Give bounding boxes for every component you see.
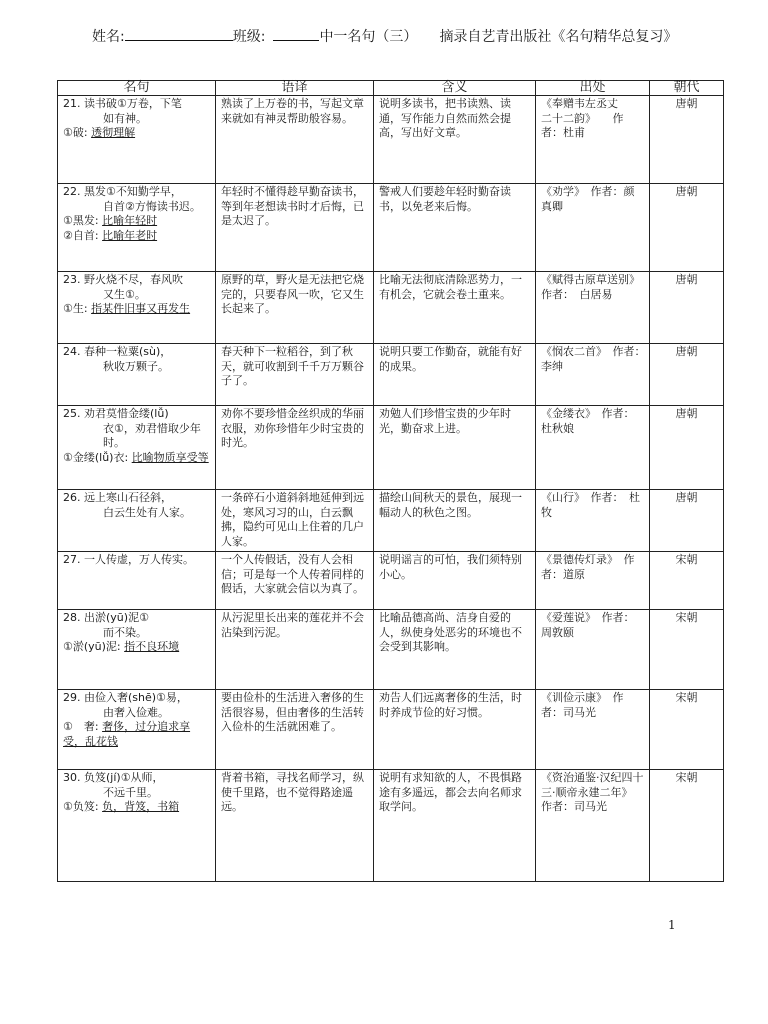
col-header-source: 出处: [536, 81, 650, 96]
table-row: [58, 490, 724, 552]
table-body: [58, 96, 724, 882]
annotation: [63, 800, 210, 815]
dynasty-cell: 唐朝: [650, 490, 724, 552]
dynasty-cell: 宋朝: [650, 690, 724, 770]
quote-line-2: 白云生处有人家。: [103, 505, 191, 519]
translation-cell: 劝你不要珍惜金丝织成的华丽衣服，劝你珍惜年少时宝贵的时光。: [216, 406, 374, 490]
annotation-text: 比喻物质享受等: [131, 450, 209, 464]
annotation: [63, 720, 210, 749]
quotes-table: [57, 80, 724, 882]
annotation-label: ① 奢:: [63, 720, 99, 733]
col-header-meaning: 含义: [374, 81, 536, 96]
translation-cell: 熟读了上万卷的书，写起文章来就如有神灵帮助般容易。: [216, 96, 374, 184]
dynasty-cell: 唐朝: [650, 406, 724, 490]
quote-line-1: 负笈(jí)①从师，: [84, 771, 164, 784]
annotation-label: ①黑发:: [63, 214, 99, 227]
table-row: [58, 96, 724, 184]
table-row: [58, 272, 724, 344]
quote-line-1: 读书破①万卷，下笔: [84, 97, 182, 110]
quote-cell: [58, 610, 216, 690]
meaning-cell: 劝勉人们珍惜宝贵的少年时光，勤奋求上进。: [374, 406, 536, 490]
quote-line-2: 衣①，劝君惜取少年时。: [103, 421, 201, 449]
quote-number: 28.: [63, 611, 81, 624]
quote-line-2: 而不染。: [103, 625, 147, 639]
translation-cell: 背着书箱，寻找名师学习，纵使千里路，也不觉得路途遥远。: [216, 770, 374, 882]
quote-line-1: 由俭入奢(shē)①易，: [84, 691, 188, 704]
source-cell: 《景德传灯录》 作者：道原: [536, 552, 650, 610]
quote-cell: [58, 344, 216, 406]
table-row: [58, 344, 724, 406]
translation-cell: 从污泥里长出来的莲花并不会沾染到污泥。: [216, 610, 374, 690]
quote-line-1: 一人传虚，万人传实。: [84, 553, 194, 566]
dynasty-cell: 唐朝: [650, 272, 724, 344]
quote-cell: [58, 552, 216, 610]
table-row: [58, 184, 724, 272]
document-title: 中一名句（三）: [319, 29, 418, 45]
quote-cell: [58, 96, 216, 184]
annotation-text: 负，背笈，书箱: [102, 800, 180, 813]
table-header-row: [58, 81, 724, 96]
quote-cell: [58, 690, 216, 770]
annotation: [63, 126, 210, 141]
meaning-cell: 警戒人们要趁年轻时勤奋读书，以免老来后悔。: [374, 184, 536, 272]
source-cell: 《训俭示康》 作者：司马光: [536, 690, 650, 770]
annotation-label: ①破:: [63, 126, 88, 139]
dynasty-cell: 唐朝: [650, 184, 724, 272]
translation-cell: 一个人传假话，没有人会相信；可是每一个人传着同样的假话，大家就会信以为真了。: [216, 552, 374, 610]
page-header: [92, 26, 692, 46]
annotation-text: 指某件旧事又再发生: [91, 302, 191, 315]
source-cell: 《悯农二首》 作者： 李绅: [536, 344, 650, 406]
quote-line-1: 劝君莫惜金缕(lǚ): [84, 407, 169, 420]
translation-cell: 春天种下一粒稻谷，到了秋天，就可收割到千千万万颗谷子了。: [216, 344, 374, 406]
quote-cell: [58, 272, 216, 344]
quote-number: 26.: [63, 491, 81, 504]
annotation-text: 奢侈，过分追求享受，乱花钱: [63, 720, 191, 748]
source-cell: 《劝学》 作者：颜真卿: [536, 184, 650, 272]
annotation-text: 指不良环境: [124, 640, 180, 653]
table-row: [58, 552, 724, 610]
quote-line-2: 不远千里。: [103, 785, 158, 799]
quote-number: 27.: [63, 553, 81, 566]
meaning-cell: 比喻品德高尚、洁身自爱的人，纵使身处恶劣的环境也不会受到其影响。: [374, 610, 536, 690]
table-row: [58, 690, 724, 770]
annotation-text: 比喻年老时: [102, 228, 158, 242]
quote-line-2: 由奢入俭难。: [103, 705, 169, 719]
quote-line-1: 远上寒山石径斜，: [84, 491, 172, 504]
annotation-label: ②自首:: [63, 228, 99, 242]
quote-line-2: 如有神。: [103, 111, 147, 125]
source-cell: 《奉赠韦左丞丈 二十二韵》 作者：杜甫: [536, 96, 650, 184]
annotation: [63, 214, 210, 229]
col-header-dynasty: 朝代: [650, 81, 724, 96]
annotation-label: ①金缕(lǚ)衣:: [63, 450, 129, 464]
source-cell: 《山行》 作者： 杜牧: [536, 490, 650, 552]
annotation: [63, 229, 210, 244]
meaning-cell: 说明多读书，把书读熟、读通，写作能力自然而然会提高，写出好文章。: [374, 96, 536, 184]
class-label: 班级:: [232, 29, 266, 45]
quote-line-1: 黑发①不知勤学早，: [84, 185, 182, 198]
quote-line-2: 自首②方悔读书迟。: [103, 199, 201, 213]
quote-cell: [58, 184, 216, 272]
quote-cell: [58, 770, 216, 882]
translation-cell: 原野的草，野火是无法把它烧完的，只要春风一吹，它又生长起来了。: [216, 272, 374, 344]
meaning-cell: 比喻无法彻底清除恶势力，一有机会，它就会卷土重来。: [374, 272, 536, 344]
quote-number: 30.: [63, 771, 81, 784]
source-cell: 《爱莲说》 作者：周敦颐: [536, 610, 650, 690]
source-cell: 《赋得古原草送别》 作者： 白居易: [536, 272, 650, 344]
meaning-cell: 说明只要工作勤奋，就能有好的成果。: [374, 344, 536, 406]
translation-cell: 一条碎石小道斜斜地延伸到远处，寒风习习的山，白云飘拂，隐约可见山上住着的几户人家。: [216, 490, 374, 552]
table-row: [58, 770, 724, 882]
name-label: 姓名:: [92, 29, 125, 45]
annotation: [63, 302, 210, 317]
table-row: [58, 610, 724, 690]
annotation: [63, 640, 210, 655]
col-header-translation: 语译: [216, 81, 374, 96]
dynasty-cell: 唐朝: [650, 96, 724, 184]
dynasty-cell: 宋朝: [650, 770, 724, 882]
dynasty-cell: 宋朝: [650, 610, 724, 690]
quote-cell: [58, 490, 216, 552]
table-row: [58, 406, 724, 490]
annotation-text: 比喻年轻时: [102, 214, 158, 227]
quote-line-1: 春种一粒粟(sù)，: [84, 345, 172, 358]
quote-line-1: 野火烧不尽，春风吹: [84, 273, 183, 286]
source-cell: 《金缕衣》 作者：杜秋娘: [536, 406, 650, 490]
annotation-label: ①生:: [63, 302, 88, 315]
annotation-label: ①负笈:: [63, 800, 99, 813]
meaning-cell: 描绘山间秋天的景色，展现一幅动人的秋色之图。: [374, 490, 536, 552]
quote-number: 22.: [63, 185, 81, 198]
meaning-cell: 说明有求知欲的人，不畏惧路途有多遥远，都会去向名师求取学问。: [374, 770, 536, 882]
col-header-quote: 名句: [58, 81, 216, 96]
source-note: 摘录自艺青出版社《名句精华总复习》: [439, 29, 678, 45]
quote-cell: [58, 406, 216, 490]
translation-cell: 年轻时不懂得趁早勤奋读书，等到年老想读书时才后悔，已是太迟了。: [216, 184, 374, 272]
dynasty-cell: 唐朝: [650, 344, 724, 406]
page-number: 1: [668, 918, 676, 932]
annotation-text: 透彻理解: [91, 126, 136, 139]
quote-line-2: 又生①。: [103, 287, 146, 301]
meaning-cell: 劝告人们远离奢侈的生活，时时养成节俭的好习惯。: [374, 690, 536, 770]
dynasty-cell: 宋朝: [650, 552, 724, 610]
annotation: [63, 451, 210, 466]
quote-number: 23.: [63, 273, 81, 286]
class-blank[interactable]: [273, 26, 319, 41]
quote-number: 24.: [63, 345, 81, 358]
quote-number: 25.: [63, 407, 81, 420]
source-cell: 《资治通鉴·汉纪四十三·顺帝永建二年》 作者：司马光: [536, 770, 650, 882]
translation-cell: 要由俭朴的生活进入奢侈的生活很容易，但由奢侈的生活转入俭朴的生活就困难了。: [216, 690, 374, 770]
quote-number: 21.: [63, 97, 81, 110]
quote-line-2: 秋收万颗子。: [103, 359, 169, 373]
meaning-cell: 说明谣言的可怕，我们须特别小心。: [374, 552, 536, 610]
annotation-label: ①淤(yū)泥:: [63, 640, 121, 653]
name-blank[interactable]: [125, 26, 233, 41]
quote-line-1: 出淤(yū)泥①: [84, 611, 149, 624]
quote-number: 29.: [63, 691, 81, 704]
